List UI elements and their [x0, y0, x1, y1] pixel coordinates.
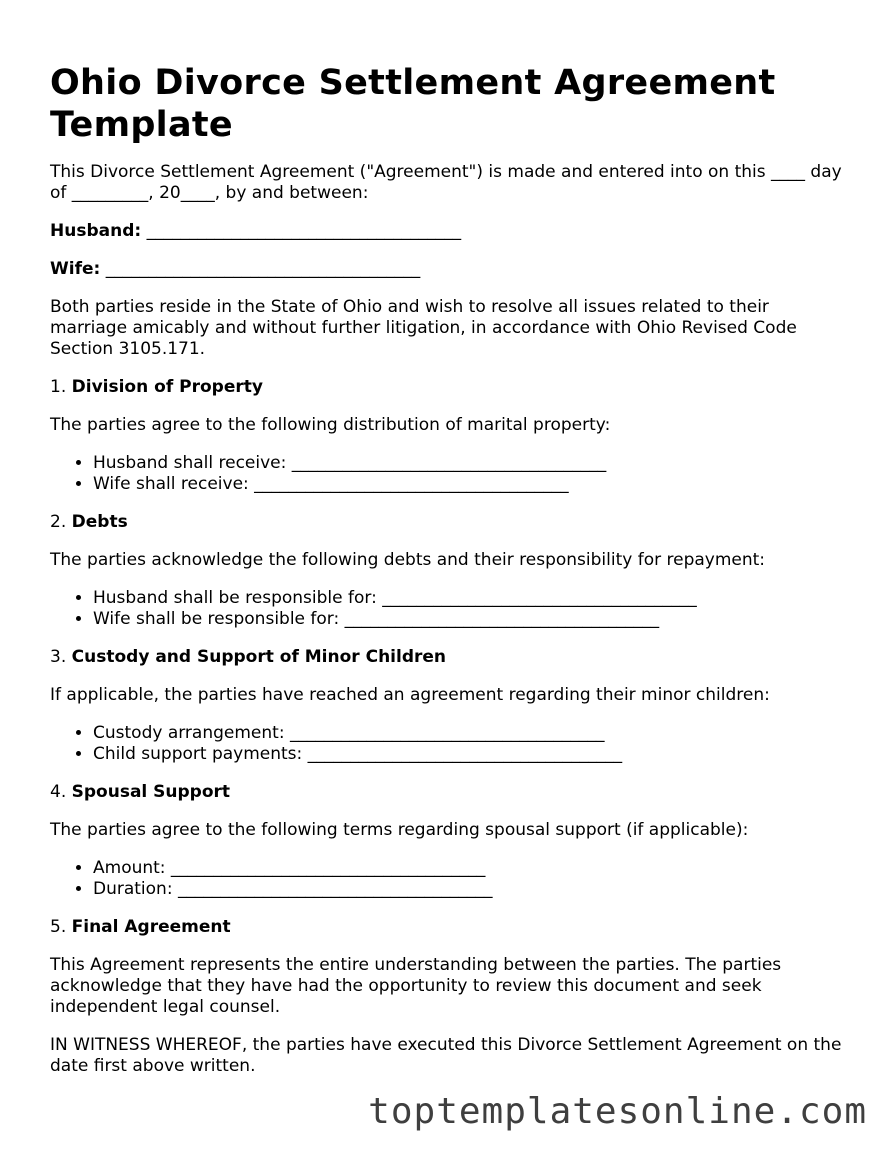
list-item: • Child support payments: _____________________________________ — [93, 744, 850, 765]
list-item: • Wife shall receive: _____________________________________ — [93, 474, 850, 495]
section-text-debts: The parties acknowledge the following debts and their responsibility for repayment: — [50, 550, 766, 570]
section-text-final-agreement: This Agreement represents the entire understanding between the parties. The parties acknowledge that they have had the opportunity to review this document and seek independent legal counsel. — [50, 955, 782, 1017]
watermark: toptemplatesonline.com — [368, 1091, 867, 1132]
wife-label: Wife: — [50, 259, 101, 279]
witness-paragraph: IN WITNESS WHEREOF, the parties have executed this Divorce Settlement Agreement on the date first above written. — [50, 1035, 842, 1076]
list-item: • Wife shall be responsible for: _____________________________________ — [93, 609, 850, 630]
section-text-spousal-support: The parties agree to the following terms regarding spousal support (if applicable): — [50, 820, 749, 840]
custody-list — [50, 723, 850, 765]
section-heading-spousal-support: 4. Spousal Support — [50, 782, 231, 802]
wife-blank: _____________________________________ — [105, 259, 421, 279]
husband-line — [50, 221, 850, 242]
husband-label: Husband: — [50, 221, 142, 241]
list-item: • Duration: _____________________________________ — [93, 879, 850, 900]
spousal-support-list — [50, 858, 850, 900]
section-text-custody: If applicable, the parties have reached an agreement regarding their minor children: — [50, 685, 770, 705]
section-text-property: The parties agree to the following distribution of marital property: — [50, 415, 611, 435]
section-heading-custody: 3. Custody and Support of Minor Children — [50, 647, 447, 667]
section-heading-property: 1. Division of Property — [50, 377, 263, 397]
wife-line — [50, 259, 850, 280]
list-item: • Husband shall be responsible for: _____________________________________ — [93, 588, 850, 609]
property-list — [50, 453, 850, 495]
section-heading-debts: 2. Debts — [50, 512, 128, 532]
intro-paragraph: This Divorce Settlement Agreement ("Agreement") is made and entered into on this ____ day of _________, 20____, by and between: — [50, 162, 842, 203]
list-item: • Custody arrangement: _____________________________________ — [93, 723, 850, 744]
list-item: • Husband shall receive: _____________________________________ — [93, 453, 850, 474]
husband-blank: _____________________________________ — [146, 221, 462, 241]
list-item: • Amount: _____________________________________ — [93, 858, 850, 879]
document-page — [50, 62, 850, 1094]
section-heading-final-agreement: 5. Final Agreement — [50, 917, 231, 937]
page-title: Ohio Divorce Settlement Agreement Template — [50, 63, 776, 145]
debts-list — [50, 588, 850, 630]
residency-paragraph: Both parties reside in the State of Ohio and wish to resolve all issues related to their marriage amicably and without further litigation, in accordance with Ohio Revised Code Section 3105.171. — [50, 297, 797, 359]
